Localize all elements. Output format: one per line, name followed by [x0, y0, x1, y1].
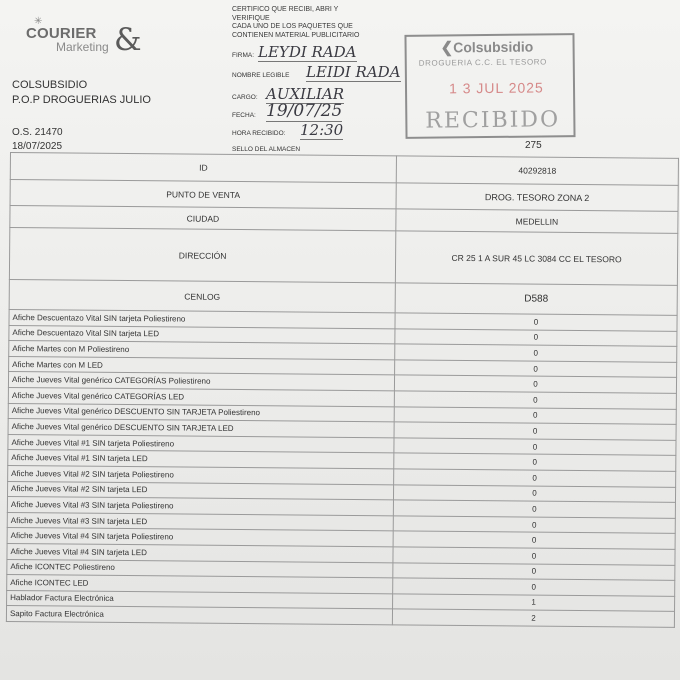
cert-line: CERTIFICO QUE RECIBI, ABRI Y — [232, 6, 339, 13]
item-name: Afiche Descuentazo Vital SIN tarjeta LED — [9, 325, 395, 344]
item-qty: 0 — [393, 531, 675, 549]
item-name: Hablador Factura Electrónica — [7, 590, 393, 609]
seal-number: 275 — [525, 140, 542, 151]
item-qty: 0 — [393, 562, 675, 580]
sender-point: P.O.P DROGUERIAS JULIO — [12, 94, 151, 106]
nombre-handwritten: LEIDI RADA — [306, 63, 401, 81]
info-value: CR 25 1 A SUR 45 LC 3084 CC EL TESORO — [395, 231, 677, 285]
item-name: Sapito Factura Electrónica — [6, 606, 392, 625]
item-qty: 0 — [393, 578, 675, 596]
info-key: DIRECCIÓN — [9, 228, 395, 283]
item-name: Afiche Jueves Vital #3 SIN tarjeta Poliestireno — [7, 497, 393, 516]
info-key: CENLOG — [9, 279, 395, 312]
item-name: Afiche Descuentazo Vital SIN tarjeta Poliestireno — [9, 309, 395, 328]
order-date: 18/07/2025 — [12, 141, 63, 152]
order-number: O.S. 21470 — [12, 127, 63, 138]
info-key: PUNTO DE VENTA — [10, 180, 396, 209]
item-qty: 0 — [393, 516, 675, 534]
item-qty: 0 — [394, 453, 676, 471]
item-qty: 0 — [393, 500, 675, 518]
item-qty: 0 — [394, 422, 676, 440]
firma-label: FIRMA: — [232, 52, 255, 59]
item-name: Afiche Jueves Vital genérico DESCUENTO SIN TARJETA Poliestireno — [8, 403, 394, 422]
stamp-location: DROGUERIA C.C. EL TESORO — [418, 57, 548, 68]
item-name: Afiche Jueves Vital #3 SIN tarjeta LED — [7, 512, 393, 531]
item-name: Afiche Jueves Vital #1 SIN tarjeta LED — [8, 450, 394, 469]
item-qty: 0 — [394, 438, 676, 456]
item-name: Afiche Jueves Vital #4 SIN tarjeta Poliestireno — [7, 528, 393, 547]
hora-row — [232, 122, 402, 140]
cargo-label: CARGO: — [232, 94, 258, 101]
item-name: Afiche ICONTEC Poliestireno — [7, 559, 393, 578]
certification-text — [232, 6, 402, 40]
item-qty: 0 — [394, 469, 676, 487]
item-qty: 0 — [395, 344, 677, 362]
delivery-table — [6, 152, 679, 628]
item-qty: 0 — [395, 328, 677, 346]
stamp-brand-name: Colsubsidio — [453, 38, 534, 56]
item-name: Afiche Jueves Vital #1 SIN tarjeta Poliestireno — [8, 434, 394, 453]
info-value: 40292818 — [396, 156, 678, 185]
item-qty: 0 — [394, 375, 676, 393]
info-key: ID — [10, 153, 396, 183]
cert-line: CADA UNO DE LOS PAQUETES QUE — [232, 23, 353, 30]
hora-label: HORA RECIBIDO: — [232, 130, 286, 137]
item-qty: 2 — [392, 609, 674, 627]
item-name: Afiche Jueves Vital #4 SIN tarjeta LED — [7, 543, 393, 562]
info-value: MEDELLIN — [396, 209, 678, 233]
item-qty: 0 — [395, 360, 677, 378]
item-qty: 0 — [393, 484, 675, 502]
nombre-label: NOMBRE LEGIBLE — [232, 72, 290, 79]
received-stamp — [404, 33, 575, 139]
firma-row — [232, 44, 402, 62]
nombre-row — [232, 64, 402, 82]
info-value: D588 — [395, 283, 677, 315]
hora-handwritten: 12:30 — [300, 121, 344, 139]
courier-marketing-logo — [24, 16, 142, 58]
item-name: Afiche Jueves Vital #2 SIN tarjeta Poliestireno — [8, 465, 394, 484]
logo-line-2: Marketing — [56, 40, 109, 54]
item-name: Afiche Jueves Vital genérico DESCUENTO SIN TARJETA LED — [8, 419, 394, 438]
store-seal-label: SELLO DEL ALMACEN — [232, 146, 301, 153]
info-key: CIUDAD — [10, 206, 396, 231]
stamp-brand — [441, 38, 534, 57]
fecha-row — [232, 101, 402, 122]
cert-line: VERIFIQUE — [232, 14, 270, 22]
stamp-received-word: RECIBIDO — [425, 107, 561, 134]
item-qty: 0 — [395, 313, 677, 331]
item-qty: 0 — [394, 406, 676, 424]
stamp-date: 1 3 JUL 2025 — [448, 79, 544, 97]
logo-spark-icon: ✳ — [34, 16, 43, 27]
item-name: Afiche ICONTEC LED — [7, 575, 393, 594]
item-qty: 0 — [394, 391, 676, 409]
item-qty: 0 — [393, 547, 675, 565]
firma-signature: LEYDI RADA — [258, 43, 357, 61]
logo-line-1: COURIER — [26, 25, 97, 42]
item-name: Afiche Jueves Vital #2 SIN tarjeta LED — [7, 481, 393, 500]
cert-line: CONTIENEN MATERIAL PUBLICITARIO — [232, 31, 360, 39]
order-block — [12, 126, 63, 154]
item-name: Afiche Martes con M LED — [9, 356, 395, 375]
fecha-label: FECHA: — [232, 112, 256, 119]
info-row — [9, 228, 677, 286]
item-name: Afiche Jueves Vital genérico CATEGORÍAS LED — [8, 387, 394, 406]
cargo-handwritten: AUXILIAR — [266, 85, 345, 103]
item-qty: 1 — [393, 594, 675, 612]
sender-block — [12, 78, 151, 108]
sender-company: COLSUBSIDIO — [12, 79, 88, 91]
info-value: DROG. TESORO ZONA 2 — [396, 183, 678, 211]
logo-ampersand: & — [114, 22, 142, 58]
item-name: Afiche Martes con M Poliestireno — [9, 341, 395, 360]
item-name: Afiche Jueves Vital genérico CATEGORÍAS Poliestireno — [8, 372, 394, 391]
fecha-handwritten: 19/07/25 — [266, 101, 343, 121]
colsubsidio-mark-icon: ❮ — [440, 39, 454, 57]
